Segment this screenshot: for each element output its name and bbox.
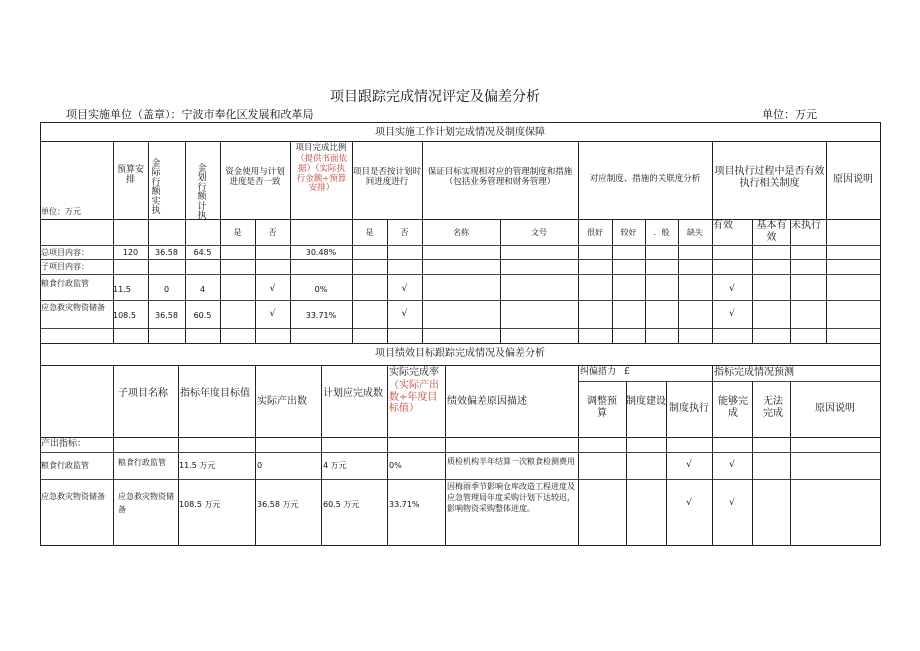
row-rate: 0% — [389, 461, 402, 470]
header-time-progress: 项目是否按计划时间进度进行 — [353, 167, 422, 187]
row-plan: 4 — [199, 285, 206, 294]
row-can-check: √ — [729, 460, 735, 470]
row-fund-no-check: √ — [269, 284, 276, 294]
header-eff-not: 未执行 — [791, 220, 821, 231]
row-ratio: 0% — [314, 285, 328, 294]
row-label: 粮食行政监管 — [41, 279, 89, 288]
row-label: 总项目内容： — [41, 248, 89, 257]
header-deviation: 绩效偏差原因描述 — [447, 396, 527, 407]
header-measures-mark: £ — [624, 367, 630, 377]
header-measures: 纠偏措力 — [580, 367, 617, 377]
header-budget: 预算安排 — [116, 165, 144, 186]
header-time-no: 否 — [400, 228, 409, 237]
row-eff-check: √ — [729, 309, 735, 319]
header-plan-output: 计划应完成数 — [323, 388, 383, 399]
header-sub-name: 子项目名称 — [118, 388, 168, 399]
header-effective: 项目执行过程中是否有效执行相关制度 — [714, 166, 825, 189]
header-unit: 单位：万元 — [41, 207, 81, 216]
header-good: 较好 — [620, 228, 637, 237]
row-label: 应急救灾物资储备 — [41, 303, 105, 312]
header-fund-no: 否 — [268, 228, 277, 237]
header-doc-no: 文号 — [531, 228, 547, 237]
header-time-yes: 是 — [365, 228, 374, 237]
row-plan-output: 60.5 万元 — [323, 500, 360, 509]
row-exec-check: √ — [686, 498, 692, 508]
header-very-good: 很好 — [587, 228, 603, 237]
row-target: 11.5 万元 — [179, 461, 216, 470]
header-system-exec: 制度执行 — [669, 403, 709, 414]
header-eff-yes: 有效 — [713, 220, 733, 231]
row-ratio: 30.48% — [305, 248, 337, 257]
row-label: 应急救灾物资储备 — [41, 492, 105, 501]
header-name: 名称 — [453, 228, 469, 237]
header-can-finish: 能够完成 — [718, 396, 748, 419]
header-forecast: 指标完成情况预测 — [714, 367, 794, 378]
row-deviation: 质检机构半年结算一次粮食检测费用 — [447, 457, 575, 466]
row-deviation: 因梅雨季节影响仓库改造工程进度及应急管理局年度采购计划下达较迟，影响物资采购整体进度。 — [447, 482, 575, 514]
header-adjust-budget: 调整预算 — [587, 396, 617, 419]
implementing-unit: 项目实施单位（盖章）：宁波市奉化区发展和改革局 — [66, 108, 314, 121]
page-title: 项目跟踪完成情况评定及偏差分析 — [330, 89, 540, 105]
header-actual-amount: 金际行额实执 — [151, 159, 161, 217]
header-fund-progress: 资金使用与计划进度是否一致 — [225, 167, 285, 187]
header-system-build: 制度建设 — [626, 396, 666, 407]
row-rate: 33.71% — [389, 500, 420, 509]
header-actual-output: 实际产出数 — [257, 396, 307, 407]
header-general: ．般 — [653, 228, 670, 237]
row-plan: 60.5 — [193, 311, 212, 320]
header-fund-yes: 是 — [233, 228, 242, 237]
header-rate-note: （实际产出数÷年度目标值） — [389, 380, 439, 414]
row-actual-output: 0 — [257, 461, 263, 470]
row-ratio: 33.71% — [305, 311, 337, 320]
row-time-no-check: √ — [401, 284, 408, 294]
row-eff-check: √ — [729, 284, 735, 294]
header-ratio-title: 项目完成比例 — [295, 143, 347, 153]
row-actual-output: 36.58 万元 — [257, 500, 299, 509]
section1-title: 项目实施工作计划完成情况及制度保障 — [375, 127, 545, 138]
header-eff-basic: 基本有效 — [756, 220, 787, 243]
header-ratio-note: （提供书面依据）（实际执行金额÷预算安排） — [295, 154, 347, 194]
header-rate-title: 实际完成率 — [389, 367, 439, 378]
header-reason: 原因说明 — [833, 174, 873, 185]
row-fund-no-check: √ — [269, 309, 276, 319]
output-indicators-label: 产出指标： — [41, 439, 87, 449]
row-time-no-check: √ — [401, 309, 408, 319]
row-budget: 120 — [122, 248, 139, 257]
section2-title: 项目绩效目标跟踪完成情况及偏差分析 — [375, 348, 545, 359]
header-guarantee: 保证目标实现相对应的管理制度和措施（包括业务管理和财务管理） — [427, 167, 573, 187]
row-exec-check: √ — [686, 460, 692, 470]
money-unit: 单位：万元 — [762, 108, 817, 121]
header-target: 指标年度目标值 — [180, 388, 250, 399]
row-plan-output: 4 万元 — [323, 461, 347, 470]
header-reason-2: 原因说明 — [815, 403, 855, 414]
header-cannot-finish: 无法完成 — [763, 396, 783, 419]
row-plan: 64.5 — [193, 248, 212, 257]
row-sub-name: 粮食行政监管 — [118, 458, 166, 467]
row-actual: 0 — [163, 285, 170, 294]
header-plan-amount: 金划行额计执 — [197, 164, 207, 222]
row-label: 子项目内容： — [41, 262, 89, 271]
row-actual: 36.58 — [155, 311, 178, 320]
header-lacking: 缺失 — [687, 228, 703, 237]
row-budget: 108.5 — [113, 311, 136, 320]
row-actual: 36.58 — [155, 248, 178, 257]
header-relevance: 对应制度、措施的关联度分析 — [589, 174, 701, 184]
row-can-check: √ — [729, 498, 735, 508]
row-label: 粮食行政监管 — [41, 461, 89, 470]
row-sub-name: 应急救灾物资储备 — [118, 492, 174, 514]
row-budget: 11.5 — [113, 285, 131, 294]
row-target: 108.5 万元 — [179, 500, 221, 509]
